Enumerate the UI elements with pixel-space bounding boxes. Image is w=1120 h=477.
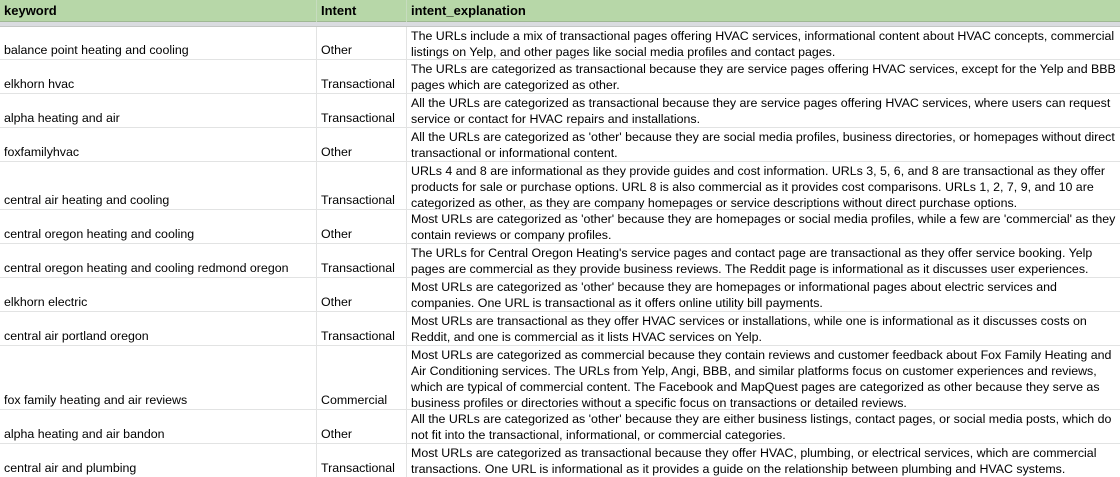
explanation-cell[interactable]: Most URLs are categorized as 'other' because they are homepages or social media profiles, while a few are 'commercial' as they contain reviews or company profiles. — [411, 212, 1116, 242]
explanation-cell[interactable]: Most URLs are categorized as transactional because they offer HVAC, plumbing, or electrical services, which are commercial transactions. One URL is informational as it provides a guide on the relationship between plumbing and HVAC systems. — [411, 446, 1097, 476]
keyword-cell[interactable]: alpha heating and air — [0, 94, 317, 127]
intent-cell[interactable]: Other — [317, 278, 407, 311]
table-row — [0, 27, 1120, 60]
keyword-cell[interactable]: balance point heating and cooling — [0, 27, 317, 59]
keyword-cell[interactable]: fox family heating and air reviews — [0, 346, 317, 409]
explanation-cell[interactable]: Most URLs are categorized as commercial because they contain reviews and customer feedback about Fox Family Heating and Air Conditioning services. The URLs from Yelp, Angi, BBB, and similar platforms focus on customer experiences and reviews, which are typical of commercial content. The Facebook and MapQuest pages are categorized as other because they serve as business profiles or directories without a specific focus on transactions or detailed reviews. — [411, 348, 1112, 409]
intent-cell[interactable]: Other — [317, 128, 407, 161]
explanation-cell[interactable]: All the URLs are categorized as 'other' because they are social media profiles, business directories, or homepages without direct transactional or informational content. — [411, 130, 1115, 160]
intent-cell[interactable]: Other — [317, 27, 407, 59]
table-row — [0, 60, 1120, 94]
table-row — [0, 444, 1120, 477]
intent-cell[interactable]: Transactional — [317, 94, 407, 127]
keyword-cell[interactable]: central oregon heating and cooling redmond oregon — [0, 244, 317, 277]
table-row — [0, 162, 1120, 210]
header-keyword[interactable]: keyword — [0, 0, 317, 22]
explanation-cell[interactable]: URLs 4 and 8 are informational as they provide guides and cost information. URLs 3, 5, 6, and 8 are transactional as they offer products for sale or purchase options. URL 8 is also commercial as it provides cost comparisons. URLs 1, 2, 7, 9, and 10 are categorized as other, as they are company homepages or service descriptions without direct purchase options. — [411, 164, 1106, 209]
header-intent[interactable]: Intent — [317, 0, 407, 22]
explanation-cell[interactable]: Most URLs are transactional as they offer HVAC services or installations, while one is informational as it discusses costs on Reddit, and one is commercial as it lists HVAC services on Yelp. — [411, 314, 1087, 344]
header-row — [0, 0, 1120, 22]
keyword-cell[interactable]: central air portland oregon — [0, 312, 317, 345]
header-intent-explanation[interactable]: intent_explanation — [411, 3, 526, 18]
explanation-cell[interactable]: The URLs for Central Oregon Heating's service pages and contact page are transactional as they offer service booking. Yelp pages are commercial as they provide business reviews. The Reddit page is informational as it discusses user experiences. — [411, 246, 1093, 276]
keyword-cell[interactable]: elkhorn hvac — [0, 60, 317, 93]
explanation-cell[interactable]: All the URLs are categorized as 'other' because they are either business listings, contact pages, or social media posts, which do not fit into the transactional, informational, or commercial categories. — [411, 412, 1112, 442]
keyword-cell[interactable]: alpha heating and air bandon — [0, 410, 317, 443]
table-row — [0, 244, 1120, 278]
table-row — [0, 210, 1120, 244]
table-row — [0, 94, 1120, 128]
intent-cell[interactable]: Other — [317, 410, 407, 443]
intent-cell[interactable]: Commercial — [317, 346, 407, 409]
intent-cell[interactable]: Transactional — [317, 162, 407, 209]
keyword-cell[interactable]: foxfamilyhvac — [0, 128, 317, 161]
keyword-cell[interactable]: central oregon heating and cooling — [0, 210, 317, 243]
explanation-cell[interactable]: The URLs are categorized as transactional because they are service pages offering HVAC services, except for the Yelp and BBB pages which are categorized as other. — [411, 62, 1116, 92]
explanation-cell[interactable]: All the URLs are categorized as transactional because they are service pages offering HVAC services, where users can request service or contact for HVAC repairs and installations. — [411, 96, 1111, 126]
intent-cell[interactable]: Transactional — [317, 244, 407, 277]
intent-cell[interactable]: Transactional — [317, 312, 407, 345]
table-row — [0, 312, 1120, 346]
keyword-cell[interactable]: central air heating and cooling — [0, 162, 317, 209]
table-row — [0, 128, 1120, 162]
keyword-cell[interactable]: elkhorn electric — [0, 278, 317, 311]
explanation-cell[interactable]: The URLs include a mix of transactional pages offering HVAC services, informational content about HVAC concepts, commercial listings on Yelp, and other pages like social media profiles and contact pages. — [411, 29, 1115, 59]
keyword-cell[interactable]: central air and plumbing — [0, 444, 317, 477]
explanation-cell[interactable]: Most URLs are categorized as 'other' because they are homepages or informational pages about electric services and companies. One URL is transactional as it offers online utility bill payments. — [411, 280, 1057, 310]
intent-cell[interactable]: Other — [317, 210, 407, 243]
table-row — [0, 410, 1120, 444]
table-row — [0, 278, 1120, 312]
table-row — [0, 346, 1120, 410]
intent-cell[interactable]: Transactional — [317, 60, 407, 93]
intent-cell[interactable]: Transactional — [317, 444, 407, 477]
